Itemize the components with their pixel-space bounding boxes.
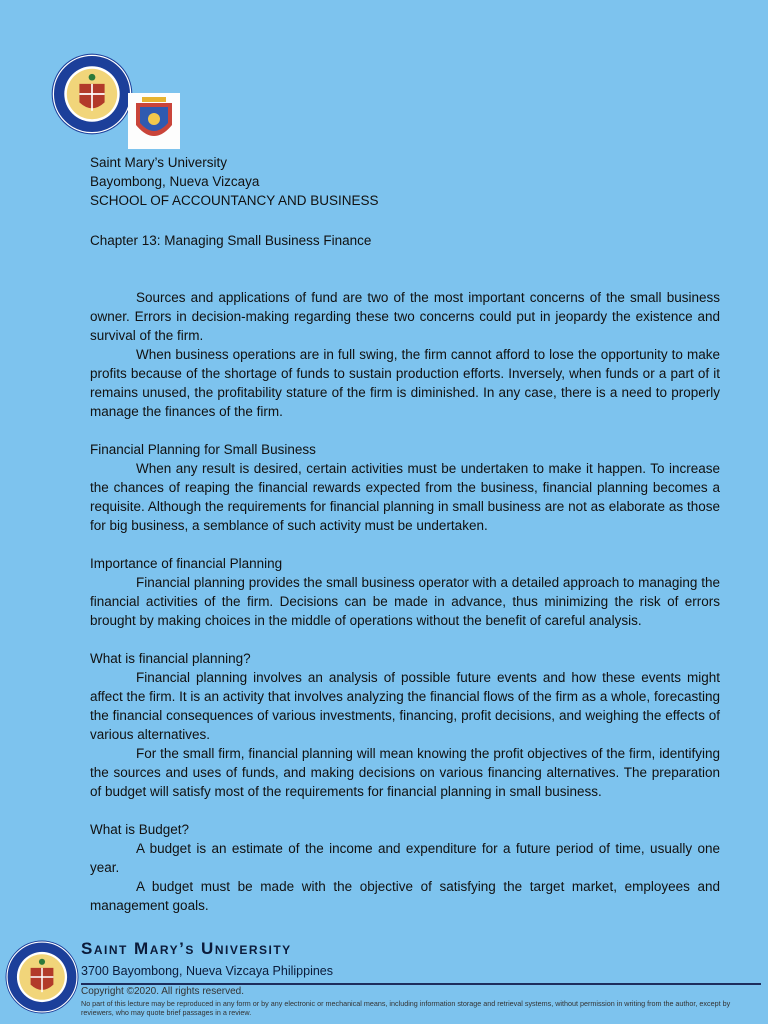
school-crest-logo	[128, 93, 180, 149]
university-location: Bayombong, Nueva Vizcaya	[90, 173, 260, 189]
section-paragraph: A budget is an estimate of the income and expenditure for a future period of time, usually one year.	[90, 841, 720, 875]
section-heading: What is Budget?	[90, 822, 190, 837]
footer-seal-logo	[4, 939, 80, 1015]
legal-notice: No part of this lecture may be reproduced in any form or by any electronic or mechanical means, including information storage and retrieval systems, without permission in writing from the author, except by reviewers, who may quote brief passages in a review.	[81, 999, 731, 1017]
intro-paragraph: When business operations are in full swing, the firm cannot afford to lose the opportunity to make profits because of the shortage of funds to sustain production efforts. Inversely, when funds or a part of it remains unused, the profitability stature of the firm is diminished. In any case, there is a need to properly manage the finances of the firm.	[90, 347, 720, 419]
section-heading: Importance of financial Planning	[90, 556, 283, 571]
section-paragraph: When any result is desired, certain activities must be undertaken to make it happen. To increase the chances of reaping the financial rewards expected from the business, financial planning becomes a requisite. Although the requirements for financial planning in small business are not as elaborate as those for big business, a semblance of such activity must be undertaken.	[90, 461, 720, 533]
section-paragraph: Financial planning provides the small business operator with a detailed approach to managing the financial activities of the firm. Decisions can be made in advance, thus minimizing the risk of errors brought by making choices in the middle of operations without the benefit of careful analysis.	[90, 575, 720, 628]
chapter-title: Chapter 13: Managing Small Business Finance	[90, 233, 372, 248]
university-seal-logo	[50, 52, 134, 136]
section-heading: What is financial planning?	[90, 651, 251, 666]
footer-address: 3700 Bayombong, Nueva Vizcaya Philippines	[81, 964, 334, 978]
section-paragraph: For the small firm, financial planning will mean knowing the profit objectives of the firm, identifying the sources and uses of funds, and making decisions on various financing alternatives. The preparation of budget will satisfy most of the requirements for financial planning in small business.	[90, 746, 720, 799]
document-body	[90, 231, 720, 915]
school-name: SCHOOL OF ACCOUNTANCY AND BUSINESS	[90, 192, 379, 208]
footer-divider	[81, 983, 761, 985]
intro-paragraph: Sources and applications of fund are two of the most important concerns of the small business owner. Errors in decision-making regarding these two concerns could put in jeopardy the existence and survival of the firm.	[90, 290, 720, 343]
copyright-notice: Copyright ©2020. All rights reserved.	[81, 986, 245, 997]
footer-university-title: Saint Mary’s University	[81, 939, 292, 958]
section-heading: Financial Planning for Small Business	[90, 442, 316, 457]
section-paragraph: Financial planning involves an analysis of possible future events and how these events might affect the firm. It is an activity that involves analyzing the financial flows of the firm as a whole, forecasting the financial consequences of various investments, financing, profit decisions, and weighing the effects of various alternatives.	[90, 670, 720, 742]
document-header	[90, 154, 379, 210]
university-name: Saint Mary’s University	[90, 155, 228, 170]
section-paragraph: A budget must be made with the objective of satisfying the target market, employees and management goals.	[90, 879, 720, 913]
